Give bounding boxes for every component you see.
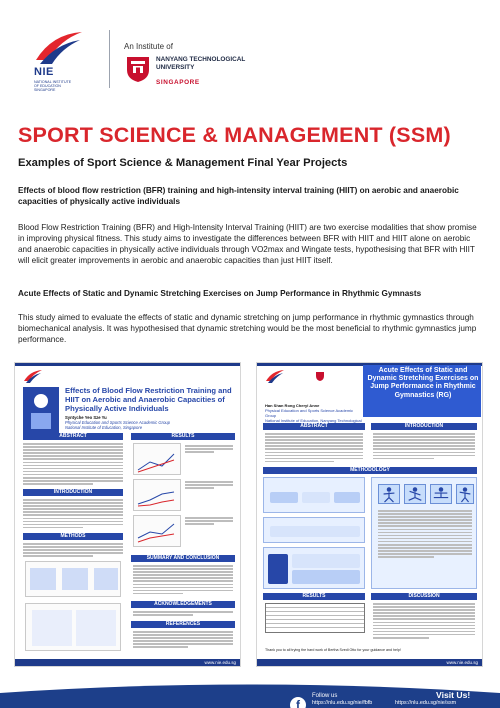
poster-2-footer	[257, 659, 482, 666]
poster-1-footer-url: www.nie.edu.sg	[204, 660, 236, 665]
gymnast-figure-icon	[378, 484, 400, 504]
poster-top-bar	[15, 363, 240, 366]
gymnast-figure-icon	[456, 484, 474, 504]
nie-logo-small-icon	[23, 369, 43, 383]
poster-2-abstract-text	[265, 433, 363, 464]
poster-1-results-text	[185, 481, 233, 490]
header	[0, 0, 500, 100]
poster-side-graphic-icon	[23, 387, 59, 435]
nie-logo-small-icon	[265, 369, 285, 383]
poster-2-chip	[270, 526, 360, 537]
nie-logo	[34, 30, 106, 92]
poster-2-chip	[268, 554, 288, 584]
ntu-crest-icon	[124, 55, 152, 83]
poster-1-abstract-text	[23, 443, 123, 486]
poster-2-affiliation: Physical Education and Sports Science Academic Group	[265, 408, 354, 418]
poster-2-chip	[292, 554, 360, 568]
poster-2-institution: National Institute of Education, Nanyang Technological	[265, 418, 362, 423]
header-divider	[109, 30, 110, 88]
poster-2-section-abstract: ABSTRACT	[263, 423, 365, 430]
nie-swoosh-icon	[34, 30, 84, 66]
poster-2-figure-text	[378, 510, 472, 560]
poster-1-methods-figure	[25, 561, 121, 597]
poster-1-results-figure	[133, 515, 181, 547]
project-2-description: This study aimed to evaluate the effects of static and dynamic stretching on jump performance in rhythmic gymnastics through biomechanical analysis. It was hypothesised that dynamic stretching would be the most beneficial to rhythmic gymnastics jump performance.	[18, 313, 477, 344]
poster-2-section-introduction: INTRODUCTION	[371, 423, 477, 430]
poster-stretching-rg	[256, 362, 483, 667]
poster-1-affiliation: Physical Education and Sports Science Academic Group	[65, 420, 171, 426]
poster-1-authors	[65, 415, 235, 431]
gymnast-figure-icon	[430, 484, 452, 504]
poster-1-footer	[15, 659, 240, 666]
footer-wave	[0, 682, 500, 696]
poster-2-results-table	[265, 603, 365, 633]
visit-link[interactable]: https://nlu.edu.sg/nie/ssm	[395, 700, 457, 706]
poster-1-institution: National Institute of Education, Singapore	[65, 425, 143, 431]
poster-2-movement-figures	[371, 477, 477, 589]
poster-1-section-introduction: INTRODUCTION	[23, 489, 123, 496]
poster-1-section-abstract: ABSTRACT	[23, 433, 123, 440]
poster-1-section-acknowledgements: ACKNOWLEDGEMENTS	[131, 601, 235, 608]
poster-1-results-text	[185, 517, 233, 526]
poster-2-section-results: RESULTS	[263, 593, 365, 600]
poster-2-title: Acute Effects of Static and Dynamic Stretching Exercises on Jump Performance in Rhythmic Gymnastics (RG)	[367, 367, 479, 399]
ntu-name: NANYANG TECHNOLOGICAL UNIVERSITY	[156, 56, 246, 71]
poster-1-results-text	[185, 445, 233, 454]
nie-abbr: NIE	[34, 66, 54, 78]
poster-1-author: Syntyche Yeo Sze Yu	[65, 415, 107, 420]
poster-1-section-summary: SUMMARY AND CONCLUSION	[131, 555, 235, 562]
poster-2-section-discussion: DISCUSSION	[371, 593, 477, 600]
poster-1-results-figure	[133, 443, 181, 475]
poster-1-acknowledgements-text	[133, 611, 233, 617]
poster-2-introduction-text	[373, 433, 475, 461]
poster-2-chip	[302, 492, 330, 503]
poster-bfr-hiit	[14, 362, 241, 667]
an-institute-of-label: An Institute of	[124, 42, 173, 51]
poster-2-stretching-panel	[263, 547, 365, 589]
project-1-description: Blood Flow Restriction Training (BFR) and High-Intensity Interval Training (HIIT) are two exercise modalities that show promise in improving physical fitness. This study aims to investigate the differences between BFR with HIIT and HIIT alone on aerobic and anaerobic capacities in physically active individuals through VO2max and Wingate tests, hypothesising that BFR with HIIT will elicit greater improvements in aerobic and anaerobic capacities than just HIIT itself.	[18, 223, 477, 265]
poster-1-introduction-text	[23, 499, 123, 530]
poster-2-section-methodology: METHODOLOGY	[263, 467, 477, 474]
poster-2-author: Han Shan Rong Cheryl Anne	[265, 403, 320, 408]
visit-us-label: Visit Us!	[436, 690, 471, 700]
facebook-icon[interactable]: f	[290, 697, 306, 708]
project-1-title: Effects of blood flow restriction (BFR) training and high-intensity interval training (HIIT) on aerobic and anaerobic capacities of physically active individuals	[18, 186, 459, 206]
poster-1-references-text	[133, 631, 233, 650]
poster-2-chip	[270, 492, 298, 503]
follow-us-label: Follow us	[312, 693, 338, 699]
poster-1-section-methods: METHODS	[23, 533, 123, 540]
ntu-country: SINGAPORE	[156, 79, 200, 86]
poster-2-footer-url: www.nie.edu.sg	[446, 660, 478, 665]
poster-1-methods-text	[23, 543, 123, 558]
page-subtitle: Examples of Sport Science & Management Final Year Projects	[18, 157, 348, 169]
facebook-link[interactable]: https://nlu.edu.sg/nie/fbfb	[312, 700, 373, 706]
poster-1-summary-text	[133, 565, 233, 596]
poster-1-results-figure	[133, 479, 181, 511]
poster-1-section-references: REFERENCES	[131, 621, 235, 628]
nie-full-name: NATIONAL INSTITUTE OF EDUCATION SINGAPORE	[34, 80, 72, 92]
poster-1-section-results: RESULTS	[131, 433, 235, 440]
poster-2-discussion-text	[373, 603, 475, 640]
page-title: SPORT SCIENCE & MANAGEMENT (SSM)	[18, 123, 451, 147]
poster-1-title: Effects of Blood Flow Restriction Training and HIIT on Aerobic and Anaerobic Capacities of Physically Active Individuals	[65, 386, 232, 413]
poster-2-warmup-panel	[263, 517, 365, 543]
ntu-crest-small-icon	[315, 371, 325, 381]
project-2-title: Acute Effects of Static and Dynamic Stretching Exercises on Jump Performance in Rhythmic Gymnasts	[18, 289, 422, 298]
gymnast-figure-icon	[404, 484, 426, 504]
poster-2-characteristics-panel	[263, 477, 365, 513]
poster-1-methods-figure	[25, 603, 121, 651]
poster-2-thanks: Thank you to all trying the hard work of Bertha Svedi Otto for your guidance and help!	[265, 648, 401, 652]
poster-2-chip	[334, 492, 360, 503]
poster-2-chip	[292, 570, 360, 584]
